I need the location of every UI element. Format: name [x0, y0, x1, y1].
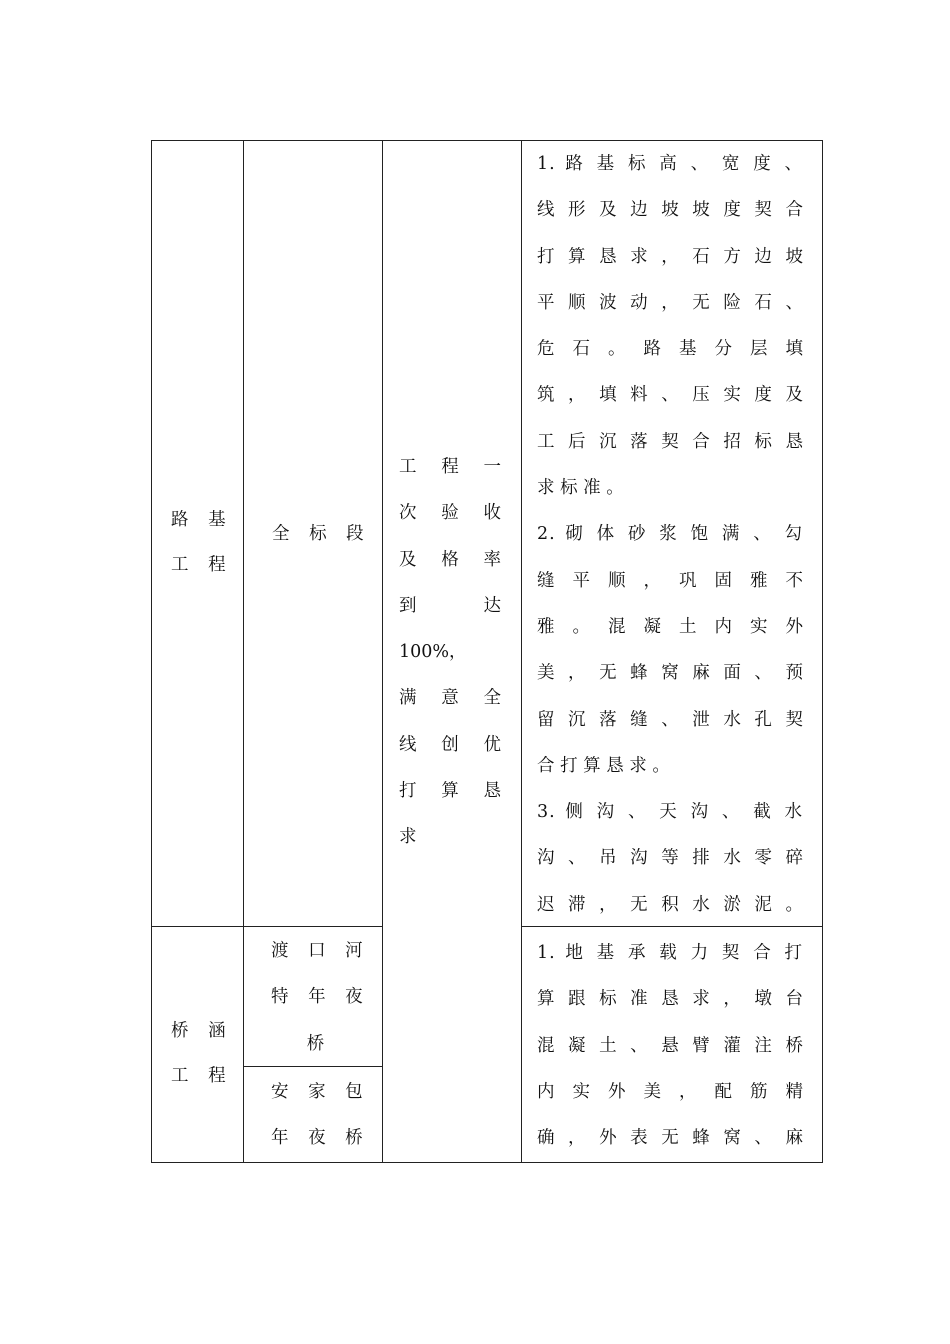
quality-goal-text: 工 程 一 次 验 收 及 格 率 到 达 100%， 满 意 全 线 创 优 打 算 恳 求: [399, 457, 501, 848]
column-divider-1: [243, 140, 244, 1163]
row-divider-left: [151, 926, 383, 927]
column-divider-3: [521, 140, 522, 1163]
requirements-bridge: 1. 地 基 承 载 力 契 合 打 算 跟 标 准 恳 求 ， 墩 台 混 凝 土 、 悬 臂 灌 注 桥 内 实 外 美 ， 配 筋 精 确 ， 外 表 无 蜂 窝 、 麻: [537, 943, 803, 1149]
section-label-anjiabao-bridge: 安 家 包 年 夜 桥: [271, 1082, 370, 1149]
section-label-full: 全 标 段: [272, 524, 371, 544]
category-label-roadbed: 路 基 工 程: [171, 510, 233, 575]
category-label-bridge: 桥 涵 工 程: [171, 1021, 233, 1086]
column-divider-2: [382, 140, 383, 1163]
requirements-roadbed: 1. 路 基 标 高 、 宽 度 、 线 形 及 边 坡 坡 度 契 合 打 算 恳 求 ， 石 方 边 坡 平 顺 波 动 ， 无 险 石 、 危 石 。 路 基 分 层 填 筑 ， 填 料 、 压 实 度 及 工 后 沉 落 契 合 招 标 恳 求 标 准 。 2. 砌 体 砂 浆 饱 满 、 勾 缝 平 顺 ， 巩 固 雅 不 雅 。 混 凝 土 内 实 外 美 ， 无 蜂 窝 麻 面 、 预 留 沉 落 缝 、 泄 水 孔 契 合 打 算 恳 求 。 3. 侧 沟 、 天 沟 、 截 水 沟 、 吊 沟 等 排 水 零 碎 迟 滞 ， 无 积 水 淤 泥 。: [537, 154, 803, 915]
section-label-dukouhe-bridge: 渡 口 河 特 年 夜 桥: [271, 941, 370, 1054]
